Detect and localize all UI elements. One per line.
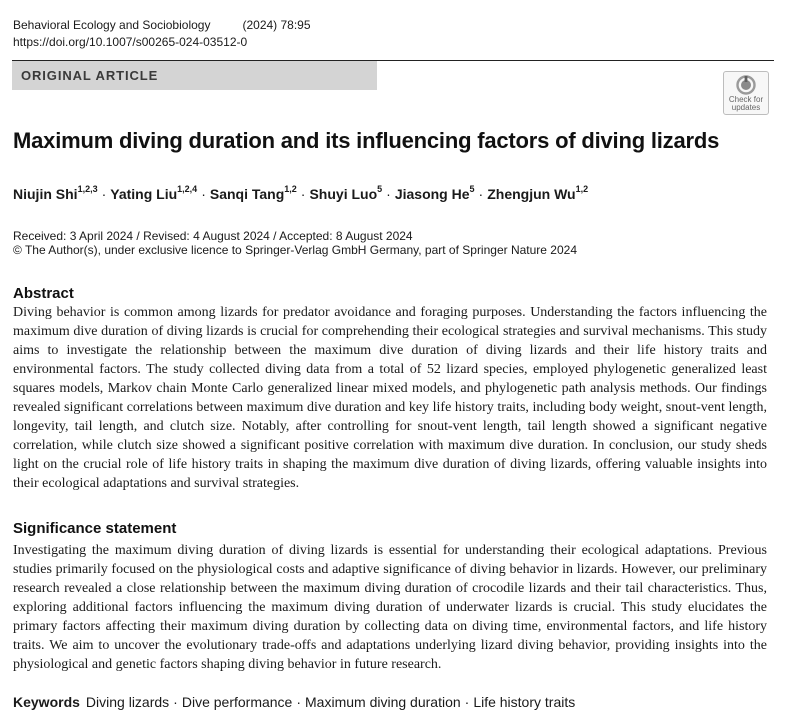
- article-type-label: ORIGINAL ARTICLE: [21, 68, 159, 83]
- author-list: [13, 182, 588, 202]
- updates-badge-text: [724, 96, 768, 112]
- abstract-heading: Abstract: [13, 285, 74, 302]
- author-separator: ·: [386, 185, 391, 202]
- journal-citation: [13, 18, 311, 32]
- author-name-text: Jiasong He: [394, 185, 470, 202]
- significance-heading: Significance statement: [13, 520, 177, 537]
- author-name-text: Zhengjun Wu: [487, 185, 576, 202]
- journal-volume: (2024) 78:95: [242, 18, 311, 32]
- author-separator: ·: [300, 185, 306, 202]
- keyword-separator: ·: [296, 694, 302, 710]
- author-separator: ·: [201, 185, 206, 202]
- author-name-text: Shuyi Luo: [309, 185, 378, 202]
- author-name-text: Sanqi Tang: [209, 185, 285, 202]
- updates-badge-line2: updates: [731, 103, 761, 112]
- author-name[interactable]: [395, 186, 475, 202]
- author-name[interactable]: [13, 186, 98, 202]
- author-separator: ·: [101, 185, 107, 202]
- author-affiliation: 1,2,3: [77, 184, 98, 194]
- article-dates: Received: 3 April 2024 / Revised: 4 August 2024 / Accepted: 8 August 2024: [13, 229, 413, 243]
- author-affiliation: 1,2: [284, 184, 297, 194]
- doi-link[interactable]: https://doi.org/10.1007/s00265-024-03512-0: [13, 35, 248, 49]
- author-affiliation: 5: [377, 184, 383, 194]
- article-title: Maximum diving duration and its influencing factors of diving lizards: [13, 128, 720, 153]
- journal-name: Behavioral Ecology and Sociobiology: [13, 18, 211, 32]
- keyword: Maximum diving duration: [305, 694, 461, 710]
- article-type-band: [12, 61, 377, 90]
- significance-text: Investigating the maximum diving duration of diving lizards is essential for understanding their ecological adaptations. Previous studies primarily focused on the physiological costs and adaptive significance of diving behavior in lizards. However, our preliminary research revealed a close relationship between the maximum diving duration of crocodile lizards and their tail characteristics. Thus, exploring additional factors influencing the maximum diving duration of underwater lizards is crucial. This study elucidates the primary factors affecting their maximum diving duration by collecting data on diving time, environmental factors, and life history traits. We aim to uncover the evolutionary trade-offs and adaptations underlying lizard diving behavior, providing insights into the physiological and genetic factors shaping diving behavior in future research.: [13, 543, 767, 672]
- keyword: Life history traits: [473, 694, 576, 710]
- keywords-label: Keywords: [13, 694, 80, 710]
- check-for-updates-icon: [736, 75, 756, 95]
- author-name-text: Niujin Shi: [13, 185, 78, 202]
- author-affiliation: 5: [469, 184, 475, 194]
- author-name[interactable]: [309, 186, 382, 202]
- keyword-separator: ·: [173, 694, 178, 710]
- author-separator: ·: [478, 185, 484, 202]
- check-for-updates-button[interactable]: [723, 71, 769, 115]
- keyword-separator: ·: [464, 694, 470, 710]
- keyword: Dive performance: [181, 694, 293, 710]
- copyright-notice: © The Author(s), under exclusive licence to Springer-Verlag GmbH Germany, part of Springer Nature 2024: [13, 243, 577, 257]
- keyword: Diving lizards: [85, 694, 170, 710]
- author-name[interactable]: [110, 186, 197, 202]
- keywords: [13, 694, 575, 710]
- keywords-list: [86, 694, 575, 710]
- updates-badge-line1: Check for: [728, 95, 764, 104]
- author-affiliation: 1,2: [575, 184, 589, 194]
- author-name[interactable]: [210, 186, 297, 202]
- abstract-text: Diving behavior is common among lizards for predator avoidance and foraging purposes. Understanding the factors influencing the maximum dive duration of diving lizards is crucial for comprehending their ecological strategies and survival mechanisms. This study aims to investigate the relationship between the maximum dive duration of diving lizards and their life history traits and environmental factors. The study collected diving data from a total of 52 lizard species, employed phylogenetic generalized least squares models, Markov chain Monte Carlo generalized linear mixed models, and phylogenetic path analysis methods. Our findings revealed significant correlations between maximum dive duration and key life history traits, including body weight, snout-vent length, longevity, tail length, and clutch size. Notably, after controlling for snout-vent length, tail length showed a significant negative correlation, while clutch size showed a significant positive correlation with maximum dive duration. In conclusion, our study sheds light on the crucial role of life history traits in shaping the maximum dive duration of diving lizards, offering valuable insights into their ecological adaptations and survival strategies.: [13, 305, 767, 491]
- author-affiliation: 1,2,4: [177, 184, 198, 194]
- author-name[interactable]: [487, 186, 588, 202]
- author-name-text: Yating Liu: [110, 185, 178, 202]
